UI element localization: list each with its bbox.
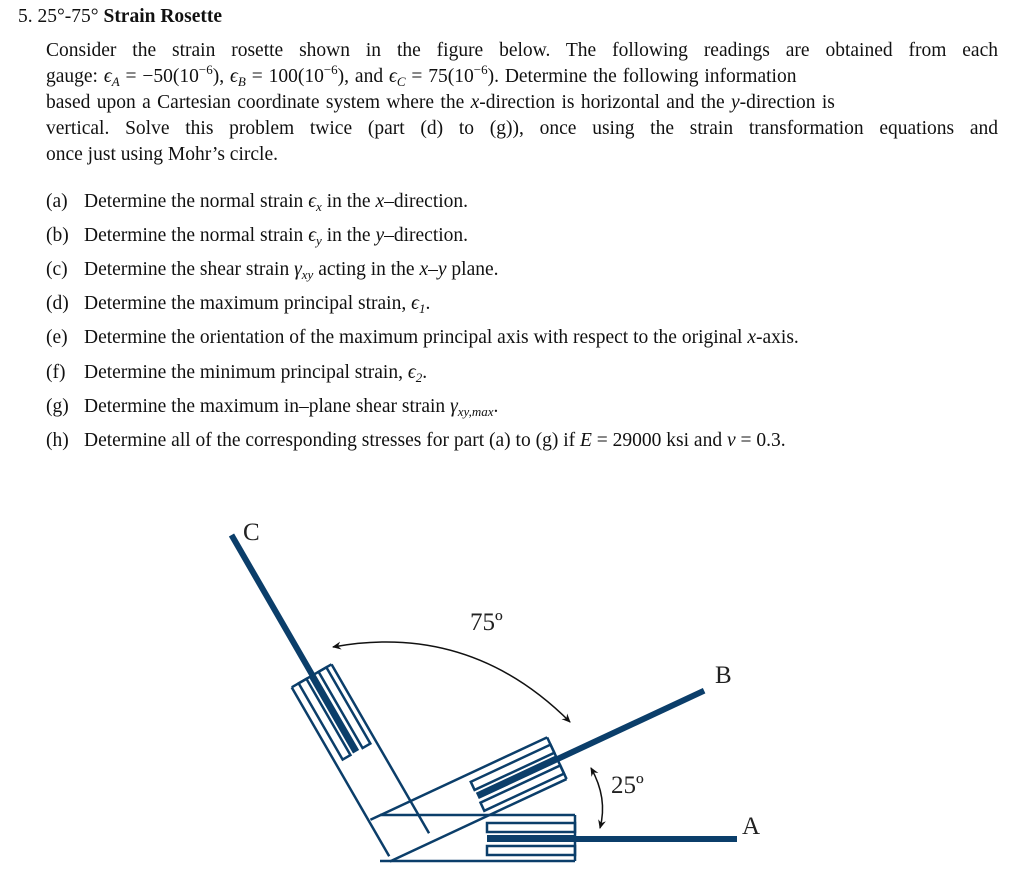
question-text: –direction. xyxy=(384,225,469,246)
text: ). Determine the following information xyxy=(487,66,797,87)
question-text: Determine the maximum in–plane shear strain xyxy=(84,396,451,417)
text: -direction is xyxy=(739,92,835,113)
angle-ab-label: 25º xyxy=(611,772,644,799)
gauge-b-value: = 100(10 xyxy=(245,66,324,87)
exponent: −6 xyxy=(323,62,338,77)
gauge-a-label: A xyxy=(742,813,761,840)
gauge-c-value: = 75(10 xyxy=(405,66,474,87)
question-text: Determine the minimum principal strain, xyxy=(84,362,408,383)
question-text: Determine the normal strain xyxy=(84,191,309,212)
math-symbol: ϵ xyxy=(308,191,317,212)
math-var: x xyxy=(747,327,757,348)
question-text: -axis. xyxy=(756,327,799,348)
intro-line-4: vertical. Solve this problem twice (part (d) to (g)), once using the strain transformation equations and xyxy=(46,118,998,139)
math-symbol: ϵ xyxy=(308,225,317,246)
question-text: in the xyxy=(321,225,376,246)
intro-line-5: once just using Mohr’s circle. xyxy=(46,144,278,165)
question-text: acting in the xyxy=(313,259,420,280)
question-text: –direction. xyxy=(384,191,469,212)
epsilon-symbol: ϵ xyxy=(388,66,397,87)
subscript: xy xyxy=(301,267,314,282)
math-symbol: γ xyxy=(294,259,302,280)
subscript: 1 xyxy=(418,301,426,316)
exponent: −6 xyxy=(473,62,488,77)
question-label: (g) xyxy=(46,396,69,417)
exponent: −6 xyxy=(198,62,213,77)
question-text: . xyxy=(425,293,431,314)
math-symbol: ϵ xyxy=(411,293,419,314)
epsilon-symbol: ϵ xyxy=(103,66,112,87)
question-text: in the xyxy=(321,191,376,212)
question-label: (d) xyxy=(46,293,69,314)
math-var: y xyxy=(375,225,385,246)
text: ), xyxy=(212,66,231,87)
question-label: (h) xyxy=(46,430,69,451)
question-text: Determine the shear strain xyxy=(84,259,295,280)
problem-number: 5. xyxy=(18,6,33,27)
gauge-c-label: C xyxy=(243,519,260,546)
question-label: (a) xyxy=(46,191,68,212)
question-text: . xyxy=(422,362,428,383)
subscript: 2 xyxy=(415,370,423,385)
math-var: y xyxy=(731,92,740,113)
math-var: E xyxy=(580,430,592,451)
text: ), and xyxy=(337,66,389,87)
subscript: xy,max xyxy=(457,404,494,419)
gauge-b-label: B xyxy=(715,662,732,689)
question-text: Determine the maximum principal strain, xyxy=(84,293,412,314)
question-label: (e) xyxy=(46,327,68,348)
math-var: x–y xyxy=(419,259,447,280)
angle-arc-75 xyxy=(333,642,570,722)
text: based upon a Cartesian coordinate system where the xyxy=(46,92,471,113)
subscript: A xyxy=(111,74,120,89)
gauge-a xyxy=(380,815,737,861)
text: -direction is horizontal and the xyxy=(479,92,731,113)
question-label: (b) xyxy=(46,225,69,246)
question-label: (f) xyxy=(46,362,66,383)
angle-bc-label: 75º xyxy=(470,609,503,636)
question-text: plane. xyxy=(446,259,499,280)
question-text: Determine the orientation of the maximum principal axis with respect to the original xyxy=(84,327,748,348)
question-text: = 0.3. xyxy=(735,430,786,451)
problem-heading: Strain Rosette xyxy=(103,6,223,27)
question-label: (c) xyxy=(46,259,68,280)
math-symbol: ϵ xyxy=(407,362,416,383)
gauge-a-value: = −50(10 xyxy=(119,66,199,87)
subscript: x xyxy=(316,199,322,214)
angle-arc-25 xyxy=(591,768,603,828)
math-symbol: γ xyxy=(450,396,458,417)
question-text: = 29000 ksi and xyxy=(591,430,727,451)
epsilon-symbol: ϵ xyxy=(230,66,238,87)
subscript: y xyxy=(316,233,322,248)
subscript: B xyxy=(237,74,246,89)
math-var: x xyxy=(375,191,385,212)
math-var: ν xyxy=(726,430,736,451)
subscript: C xyxy=(396,74,406,89)
intro-line-1: Consider the strain rosette shown in the figure below. The following readings are obtained from each xyxy=(46,40,998,61)
text: gauge: xyxy=(46,66,104,87)
math-var: x xyxy=(470,92,480,113)
problem-angles: 25°-75° xyxy=(37,6,99,27)
question-text: Determine the normal strain xyxy=(84,225,309,246)
question-text: . xyxy=(493,396,499,417)
question-text: Determine all of the corresponding stresses for part (a) to (g) if xyxy=(84,430,580,451)
